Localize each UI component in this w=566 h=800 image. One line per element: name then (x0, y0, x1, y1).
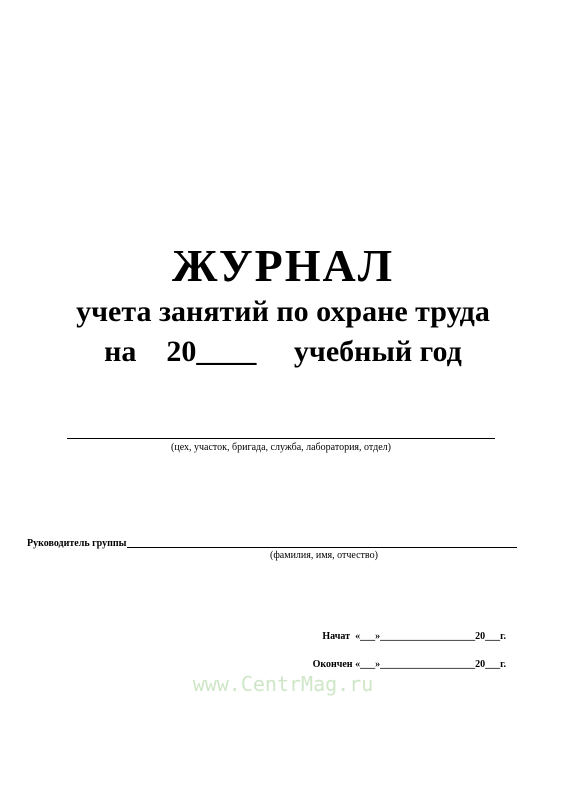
academic-year-line: на 20____ учебный год (104, 335, 462, 368)
group-leader-row (27, 536, 517, 550)
document-title: ЖУРНАЛ (172, 240, 394, 291)
group-leader-label: Руководитель группы (27, 538, 127, 549)
department-fill-line (67, 438, 495, 439)
site-watermark: www.CentrMag.ru (192, 672, 374, 696)
start-date-line: Начат «___»___________________20___г. (322, 631, 506, 642)
end-date-line: Окончен «___»___________________20___г. (312, 659, 506, 670)
department-caption: (цех, участок, бригада, служба, лаборатория, отдел) (171, 442, 391, 453)
document-subtitle: учета занятий по охране труда (76, 295, 490, 328)
group-leader-caption: (фамилия, имя, отчество) (270, 550, 378, 561)
group-leader-fill-line (127, 547, 517, 548)
